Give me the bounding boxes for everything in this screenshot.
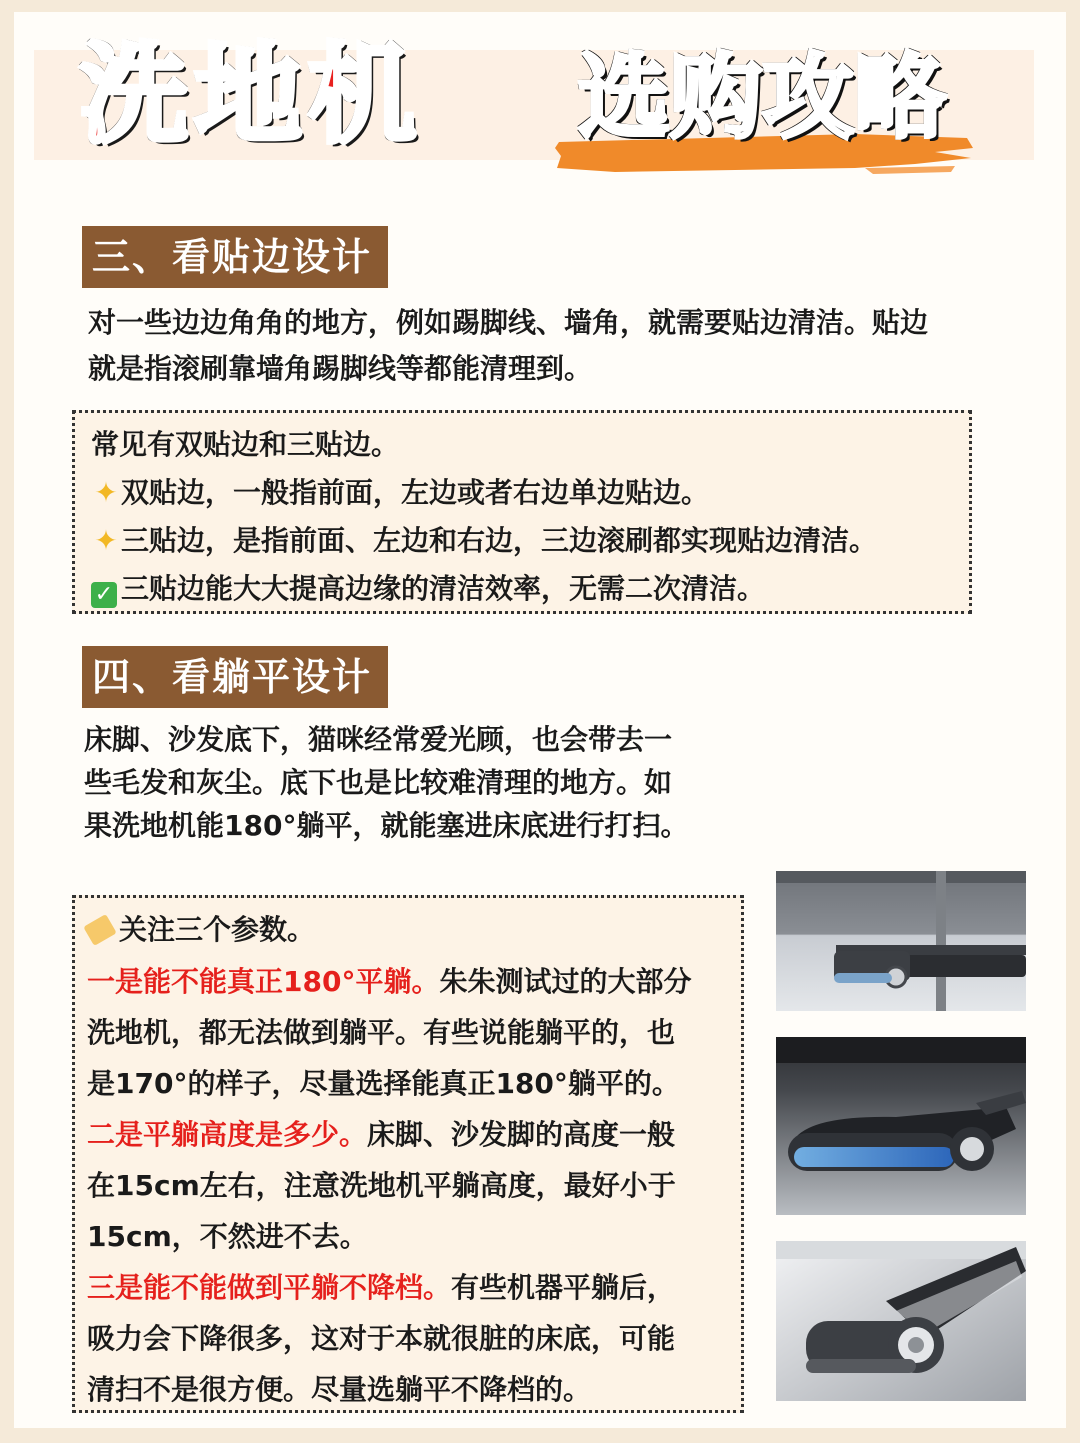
section3-intro-line1: 对一些边边角角的地方，例如踢脚线、墙角，就需要贴边清洁。贴边 (88, 306, 929, 339)
sparkle-icon: ✦ (94, 524, 118, 557)
param1-line2: 洗地机，都无法做到躺平。有些说能躺平的，也 (87, 1016, 676, 1049)
edge-types-line1: 常见有双贴边和三贴边。 (91, 428, 400, 461)
params-head-text: 关注三个参数。 (119, 913, 316, 946)
param1-line3: 是170°的样子，尽量选择能真正180°躺平的。 (87, 1067, 680, 1100)
params-head (87, 904, 741, 956)
param3-line3: 清扫不是很方便。尽量选躺平不降档的。 (87, 1373, 592, 1406)
section3-heading: 三、看贴边设计 (82, 226, 388, 288)
param2-line3: 15cm，不然进不去。 (87, 1220, 368, 1253)
check-icon: ✓ (91, 582, 117, 608)
param3-line2: 吸力会下降很多，这对于本就很脏的床底，可能 (87, 1322, 676, 1355)
section4-heading: 四、看躺平设计 (82, 646, 388, 708)
param2-title: 二是平躺高度是多少。 (87, 1118, 368, 1151)
edge-types-line2 (91, 469, 969, 517)
product-photo-under-sofa (776, 871, 1026, 1011)
edge-types-line4 (91, 565, 969, 613)
section4-intro-line3: 果洗地机能180°躺平，就能塞进床底进行打扫。 (84, 809, 689, 842)
param3-line1 (87, 1262, 741, 1313)
title-main: 洗地机 (80, 33, 423, 158)
section4-intro-line2: 些毛发和灰尘。底下也是比较难清理的地方。如 (84, 766, 673, 799)
product-photo-closeup (776, 1241, 1026, 1401)
edge-types-line2-text: 双贴边，一般指前面，左边或者右边单边贴边。 (121, 476, 710, 509)
param2-rest: 床脚、沙发脚的高度一般 (367, 1118, 676, 1151)
param2-line1 (87, 1109, 741, 1160)
product-photo-lying-flat (776, 1037, 1026, 1215)
edge-types-line3-text: 三贴边，是指前面、左边和右边，三边滚刷都实现贴边清洁。 (121, 524, 878, 557)
params-box (72, 895, 744, 1413)
section3-intro (88, 300, 1048, 392)
param1-title: 一是能不能真正180°平躺。 (87, 965, 440, 998)
param1-rest: 朱朱测试过的大部分 (439, 965, 692, 998)
section4-intro-line1: 床脚、沙发底下，猫咪经常爱光顾，也会带去一 (84, 723, 673, 756)
title-sub: 选购攻略 (578, 44, 947, 151)
sparkle-icon: ✦ (94, 476, 118, 509)
param3-rest: 有些机器平躺后， (451, 1271, 676, 1304)
tag-icon (83, 914, 117, 946)
section4-intro (84, 718, 744, 847)
param2-line2: 在15cm左右，注意洗地机平躺高度，最好小于 (87, 1169, 676, 1202)
edge-types-line3 (91, 517, 969, 565)
section3-intro-line2: 就是指滚刷靠墙角踢脚线等都能清理到。 (88, 352, 593, 385)
param1-line1 (87, 956, 741, 1007)
edge-types-box (72, 410, 972, 614)
edge-types-line4-text: 三贴边能大大提高边缘的清洁效率，无需二次清洁。 (121, 572, 766, 605)
param3-title: 三是能不能做到平躺不降档。 (87, 1271, 452, 1304)
